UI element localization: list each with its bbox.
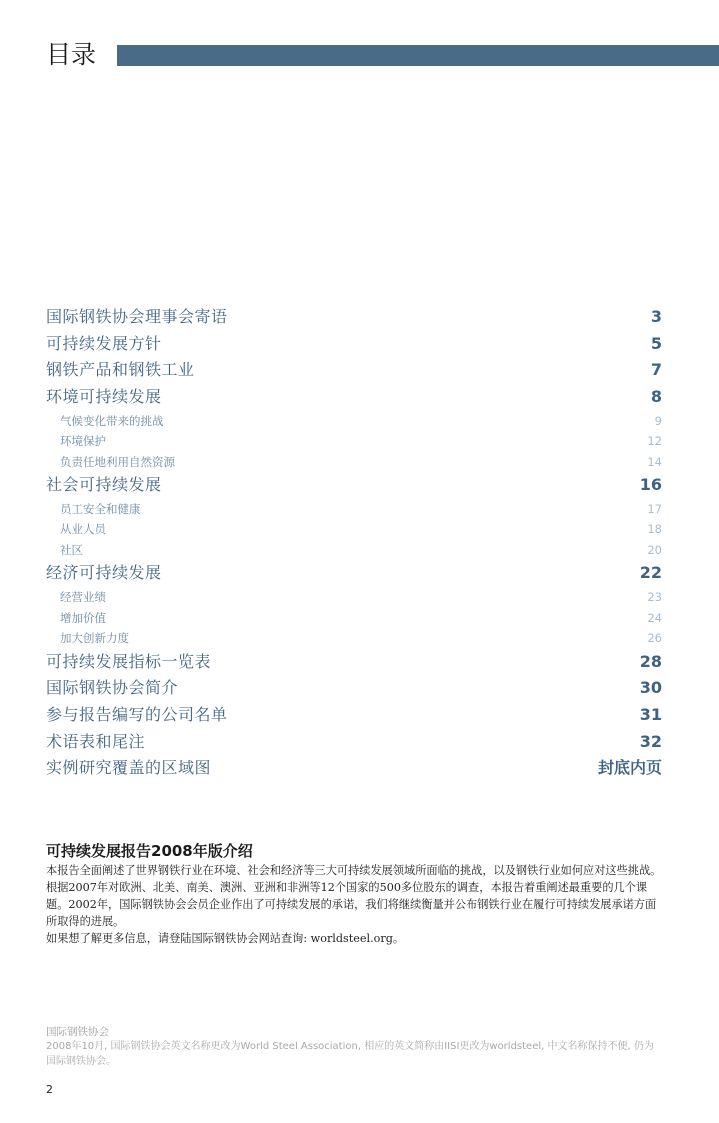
toc-entry-page: 5 — [650, 333, 662, 353]
toc-entry-page: 20 — [647, 542, 662, 557]
toc-entry-page: 32 — [639, 731, 662, 751]
toc-subentry[interactable] — [46, 540, 662, 561]
toc-entry-label: 增加价值 — [60, 610, 106, 625]
toc-entry-label: 加大创新力度 — [60, 631, 129, 646]
toc-entry-label: 经济可持续发展 — [46, 563, 162, 583]
toc-entry-page: 9 — [654, 413, 662, 428]
toc-entry-label: 员工安全和健康 — [60, 501, 141, 516]
toc-entry-label: 负责任地利用自然资源 — [60, 454, 175, 469]
toc-entry[interactable] — [46, 729, 662, 756]
footnote-title: 国际钢铁协会 — [46, 1026, 109, 1038]
toc-entry-page: 31 — [639, 705, 662, 724]
toc-entry-label: 环境保护 — [60, 434, 106, 449]
toc-entry-page: 17 — [647, 501, 662, 516]
toc-entry-page: 封底内页 — [597, 758, 662, 778]
toc-entry-label: 国际钢铁协会简介 — [46, 678, 179, 698]
toc-entry-label: 可持续发展指标一览表 — [46, 651, 212, 671]
toc-entry-label: 社会可持续发展 — [46, 475, 162, 495]
toc-entry-page: 28 — [639, 651, 662, 671]
intro-paragraph: 根据2007年对欧洲、北美、南美、澳洲、亚洲和非洲等12个国家的500多位股东的调查，本报告着重阐述最重要的几个课题。2002年，国际钢铁协会会员企业作出了可持续发展的承诺，我们将继续衡量并公布钢铁行业在履行可持续发展承诺方面所取得的进展。 — [46, 881, 657, 928]
toc-entry-label: 社区 — [60, 542, 83, 557]
toc-entry-label: 参与报告编写的公司名单 — [46, 705, 228, 724]
toc-entry[interactable] — [46, 357, 662, 384]
toc-entry-label: 环境可持续发展 — [46, 387, 162, 407]
toc-entry-page: 18 — [647, 522, 662, 537]
toc-entry-label: 术语表和尾注 — [46, 731, 146, 751]
toc-entry-label: 气候变化带来的挑战 — [60, 413, 164, 428]
toc-entry-page: 12 — [647, 434, 662, 449]
toc-entry-page: 3 — [650, 307, 662, 326]
toc-subentry[interactable] — [46, 587, 662, 608]
toc-subentry[interactable] — [46, 519, 662, 540]
toc-entry-page: 30 — [639, 678, 662, 698]
footnote-section — [46, 1024, 662, 1069]
toc-entry[interactable] — [46, 331, 662, 358]
toc-subentry[interactable] — [46, 411, 662, 432]
toc-subentry[interactable] — [46, 499, 662, 520]
toc-subentry[interactable] — [46, 628, 662, 649]
toc-subentry[interactable] — [46, 431, 662, 452]
intro-title: 可持续发展报告2008年版介绍 — [46, 842, 253, 860]
table-of-contents — [46, 304, 662, 782]
toc-entry-label: 可持续发展方针 — [46, 333, 162, 353]
toc-entry[interactable] — [46, 649, 662, 676]
toc-entry[interactable] — [46, 755, 662, 782]
toc-subentry[interactable] — [46, 608, 662, 629]
toc-entry-label: 国际钢铁协会理事会寄语 — [46, 307, 228, 326]
toc-entry-page: 8 — [650, 387, 662, 407]
page-title: 目录 — [46, 40, 97, 69]
toc-entry-page: 23 — [647, 590, 662, 605]
intro-paragraph: 如果想了解更多信息，请登陆国际钢铁协会网站查询: worldsteel.org。 — [46, 932, 405, 945]
intro-paragraph: 本报告全面阐述了世界钢铁行业在环境、社会和经济等三大可持续发展领域所面临的挑战，以及钢铁行业如何应对这些挑战。 — [46, 864, 662, 877]
page-number: 2 — [46, 1083, 53, 1096]
toc-entry[interactable] — [46, 472, 662, 499]
toc-entry-label: 经营业绩 — [60, 590, 106, 605]
toc-entry[interactable] — [46, 560, 662, 587]
toc-entry[interactable] — [46, 675, 662, 702]
header-accent-bar — [117, 45, 719, 66]
footnote-text: 2008年10月, 国际钢铁协会英文名称更改为World Steel Association, 相应的英文简称由IISI更改为worldsteel, 中文名称保持不便, 仍为国际钢铁协会。 — [46, 1041, 654, 1067]
toc-entry-label: 实例研究覆盖的区域图 — [46, 758, 212, 778]
intro-section — [46, 840, 662, 947]
toc-subentry[interactable] — [46, 452, 662, 473]
toc-entry-page: 16 — [639, 475, 662, 495]
toc-entry-page: 22 — [639, 563, 662, 583]
toc-entry[interactable] — [46, 384, 662, 411]
toc-entry-page: 7 — [650, 360, 662, 380]
toc-entry-page: 26 — [647, 631, 662, 646]
toc-entry-page: 14 — [647, 454, 662, 469]
toc-entry-label: 钢铁产品和钢铁工业 — [46, 360, 195, 380]
toc-entry[interactable] — [46, 304, 662, 331]
toc-entry-label: 从业人员 — [60, 522, 106, 537]
toc-entry[interactable] — [46, 702, 662, 729]
toc-entry-page: 24 — [647, 610, 662, 625]
